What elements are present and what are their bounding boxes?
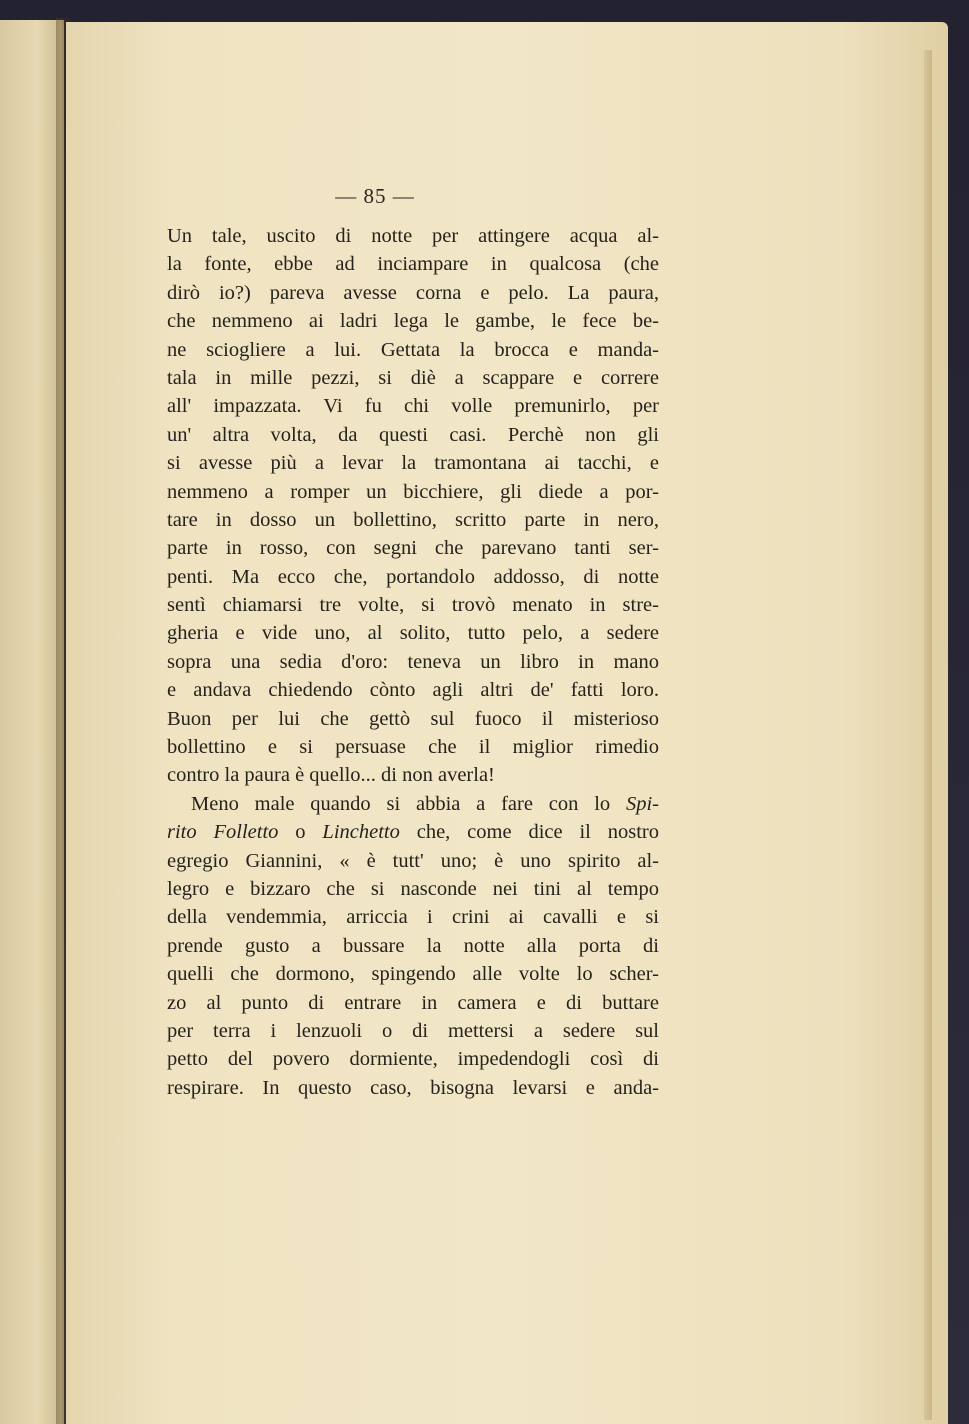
text-run: o (278, 821, 323, 844)
text-line: della vendemmia, arriccia i crini ai cavalli e si (167, 906, 659, 929)
italic-run: Spi- (625, 792, 659, 815)
text-line (167, 790, 659, 818)
body-text (167, 222, 659, 1102)
text-line: petto del povero dormiente, impedendogli così di (167, 1048, 659, 1071)
text-line: bollettino e si persuase che il miglior rimedio (167, 736, 659, 759)
text-line: la fonte, ebbe ad inciampare in qualcosa (che (167, 253, 659, 276)
text-run: che, come dice il nostro (399, 821, 659, 844)
text-line: respirare. In questo caso, bisogna levarsi e anda- (167, 1076, 659, 1099)
text-line: zo al punto di entrare in camera e di buttare (167, 991, 659, 1014)
text-line: legro e bizzaro che si nasconde nei tini al tempo (167, 877, 659, 900)
text-line: egregio Giannini, « è tutt' uno; è uno spirito al- (167, 849, 659, 872)
text-line: nemmeno a romper un bicchiere, gli diede a por- (167, 480, 659, 503)
text-line: tala in mille pezzi, si diè a scappare e correre (167, 366, 659, 389)
text-line: sentì chiamarsi tre volte, si trovò menato in stre- (167, 594, 659, 617)
text-line: tare in dosso un bollettino, scritto parte in nero, (167, 508, 659, 531)
text-line: si avesse più a levar la tramontana ai tacchi, e (167, 452, 659, 475)
text-line (167, 818, 659, 846)
text-line: dirò io?) pareva avesse corna e pelo. La paura, (167, 281, 659, 304)
text-line: quelli che dormono, spingendo alle volte lo scher- (167, 963, 659, 986)
previous-page-edge (0, 20, 64, 1424)
text-line: Buon per lui che gettò sul fuoco il misterioso (167, 707, 659, 730)
text-run: Meno male quando si abbia a fare con lo (191, 792, 626, 815)
italic-run: rito Folletto (167, 821, 279, 844)
page-number: — 85 — (335, 184, 415, 208)
italic-run: Linchetto (322, 821, 400, 844)
text-line: contro la paura è quello... di non averla! (167, 764, 495, 787)
text-line: sopra una sedia d'oro: teneva un libro in mano (167, 650, 659, 673)
text-line: penti. Ma ecco che, portandolo addosso, di notte (167, 565, 659, 588)
text-line: ne sciogliere a lui. Gettata la brocca e manda- (167, 338, 659, 361)
text-line: che nemmeno ai ladri lega le gambe, le fece be- (167, 310, 659, 333)
text-line: Un tale, uscito di notte per attingere acqua al- (167, 225, 659, 247)
page-edge (924, 50, 932, 1420)
text-line: all' impazzata. Vi fu chi volle premunirlo, per (167, 395, 659, 418)
text-line: prende gusto a bussare la notte alla porta di (167, 934, 659, 957)
text-line: parte in rosso, con segni che parevano tanti ser- (167, 537, 659, 560)
text-line: gheria e vide uno, al solito, tutto pelo, a sedere (167, 622, 659, 645)
text-line: e andava chiedendo cònto agli altri de' fatti loro. (167, 679, 659, 702)
text-line: un' altra volta, da questi casi. Perchè non gli (167, 423, 659, 446)
text-line: per terra i lenzuoli o di mettersi a sedere sul (167, 1019, 659, 1042)
